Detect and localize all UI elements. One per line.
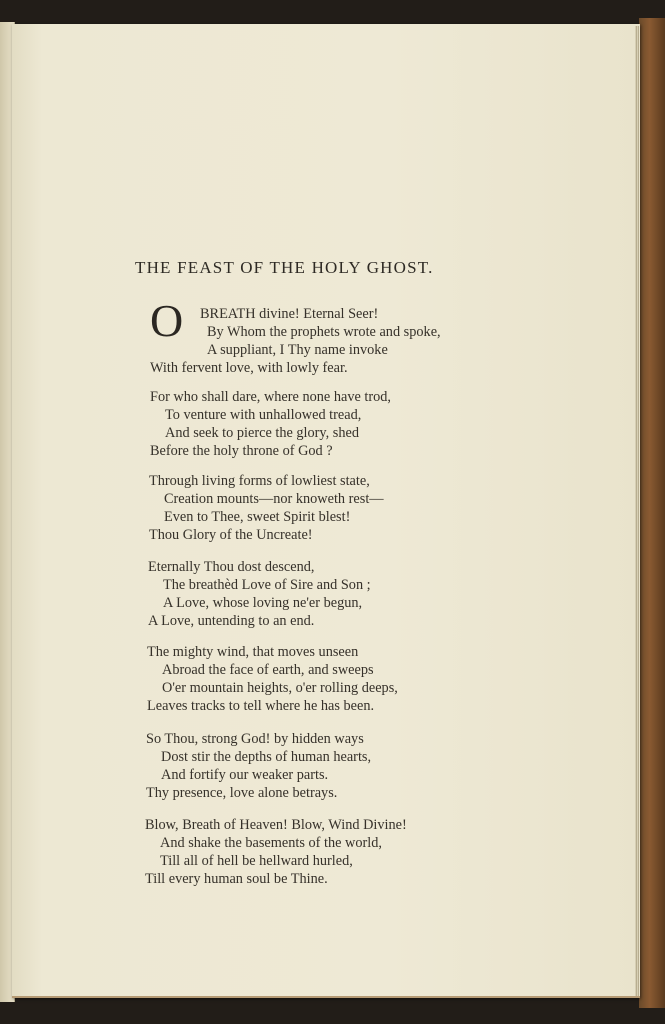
poem-line: So Thou, strong God! by hidden ways <box>146 731 364 747</box>
poem-line: And seek to pierce the glory, shed <box>165 425 360 441</box>
poem-line: Abroad the face of earth, and sweeps <box>162 662 374 678</box>
poem-line: O'er mountain heights, o'er rolling deeps, <box>162 680 398 696</box>
poem-line: By Whom the prophets wrote and spoke, <box>207 324 441 340</box>
poem-line: Dost stir the depths of human hearts, <box>161 749 372 765</box>
poem-line: To venture with unhallowed tread, <box>165 407 362 423</box>
poem-line: The breathèd Love of Sire and Son ; <box>163 577 371 593</box>
poem-line: For who shall dare, where none have trod, <box>150 389 391 405</box>
poem-line: And fortify our weaker parts. <box>161 767 329 783</box>
poem-line: A suppliant, I Thy name invoke <box>207 342 388 358</box>
poem-line: And shake the basements of the world, <box>160 835 382 851</box>
poem-title: THE FEAST OF THE HOLY GHOST. <box>135 258 434 277</box>
book-cover-edge <box>639 18 665 1008</box>
poem-line: A Love, untending to an end. <box>148 613 315 629</box>
poem-line: With fervent love, with lowly fear. <box>150 360 348 376</box>
poem-line: Through living forms of lowliest state, <box>149 473 370 489</box>
page-edges <box>635 26 639 996</box>
poem-line: Thy presence, love alone betrays. <box>146 785 338 801</box>
poem-line: Creation mounts—nor knoweth rest— <box>164 491 384 507</box>
poem-line: BREATH divine! Eternal Seer! <box>200 306 379 322</box>
poem-line: Eternally Thou dost descend, <box>148 559 315 575</box>
poem-line: Till all of hell be hellward hurled, <box>160 853 353 869</box>
poem-line: Even to Thee, sweet Spirit blest! <box>164 509 351 525</box>
poem-line: Till every human soul be Thine. <box>145 871 328 887</box>
poem-line: The mighty wind, that moves unseen <box>147 644 359 660</box>
poem-line: Leaves tracks to tell where he has been. <box>147 698 375 714</box>
drop-cap: O <box>150 295 184 346</box>
poem-line: Blow, Breath of Heaven! Blow, Wind Divine! <box>145 817 407 833</box>
poem-line: A Love, whose loving ne'er begun, <box>163 595 363 611</box>
poem-line: Before the holy throne of God ? <box>150 443 333 459</box>
poem-line: Thou Glory of the Uncreate! <box>149 527 313 543</box>
